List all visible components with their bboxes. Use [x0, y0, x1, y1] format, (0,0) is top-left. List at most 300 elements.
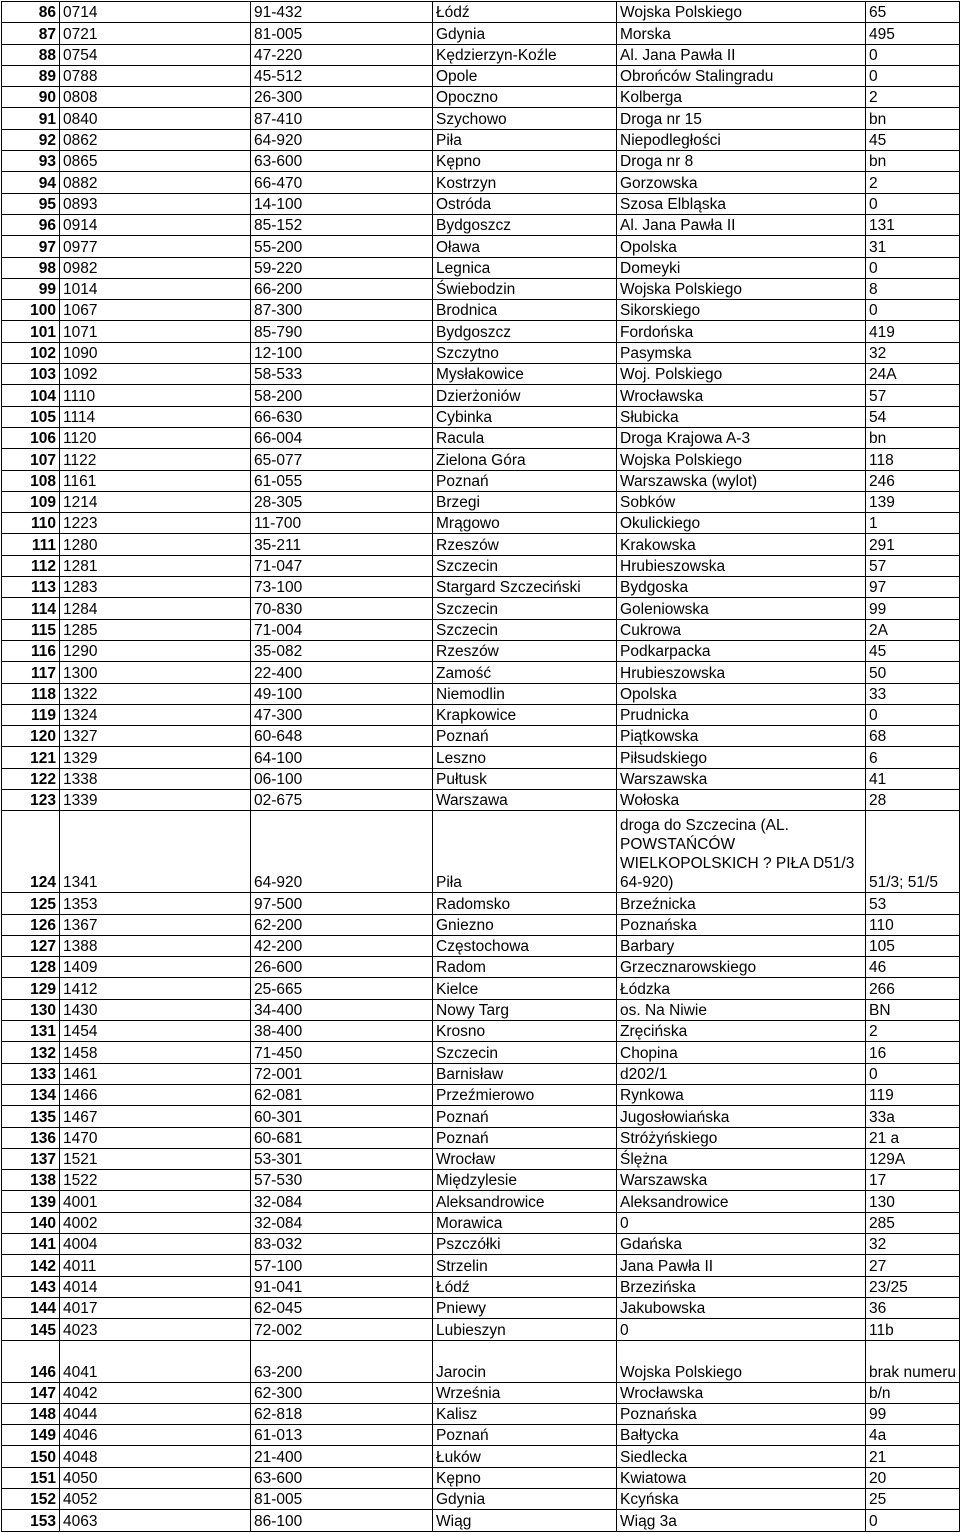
house-number-cell: 20 [866, 1467, 960, 1488]
city-cell: Kalisz [433, 1403, 617, 1424]
row-number-cell: 140 [2, 1212, 60, 1233]
row-number-cell: 122 [2, 768, 60, 789]
postal-code-cell: 87-410 [251, 108, 433, 129]
city-cell: Kostrzyn [433, 172, 617, 193]
postal-code-cell: 63-600 [251, 151, 433, 172]
house-number-cell: 21 a [866, 1127, 960, 1148]
row-number-cell: 116 [2, 640, 60, 661]
postal-code-cell: 66-004 [251, 427, 433, 448]
station-code-cell: 4050 [60, 1467, 251, 1488]
table-row [2, 1212, 960, 1233]
station-code-cell: 1327 [60, 726, 251, 747]
row-number-cell: 147 [2, 1382, 60, 1403]
station-code-cell: 1283 [60, 577, 251, 598]
station-code-cell: 1214 [60, 491, 251, 512]
table-row [2, 214, 960, 235]
street-cell: os. Na Niwie [617, 999, 866, 1020]
postal-code-cell: 62-300 [251, 1382, 433, 1403]
postal-code-cell: 61-013 [251, 1425, 433, 1446]
row-number-cell: 152 [2, 1489, 60, 1510]
house-number-cell: brak numeru [866, 1340, 960, 1382]
street-cell: Obrońców Stalingradu [617, 65, 866, 86]
station-code-cell: 0882 [60, 172, 251, 193]
house-number-cell: 2A [866, 619, 960, 640]
postal-code-cell: 49-100 [251, 683, 433, 704]
street-cell: Bydgoska [617, 577, 866, 598]
street-cell: Hrubieszowska [617, 662, 866, 683]
street-cell: Warszawska [617, 768, 866, 789]
row-number-cell: 115 [2, 619, 60, 640]
city-cell: Szychowo [433, 108, 617, 129]
table-row [2, 999, 960, 1020]
postal-code-cell: 62-081 [251, 1084, 433, 1105]
house-number-cell: 131 [866, 214, 960, 235]
street-cell: Kcyńska [617, 1489, 866, 1510]
station-code-cell: 1521 [60, 1148, 251, 1169]
postal-code-cell: 58-533 [251, 364, 433, 385]
row-number-cell: 107 [2, 449, 60, 470]
station-code-cell: 1223 [60, 513, 251, 534]
row-number-cell: 98 [2, 257, 60, 278]
table-row [2, 704, 960, 725]
row-number-cell: 94 [2, 172, 60, 193]
postal-code-cell: 34-400 [251, 999, 433, 1020]
street-cell: Barbary [617, 935, 866, 956]
city-cell: Leszno [433, 747, 617, 768]
house-number-cell: 8 [866, 278, 960, 299]
house-number-cell: 6 [866, 747, 960, 768]
station-code-cell: 1092 [60, 364, 251, 385]
row-number-cell: 148 [2, 1403, 60, 1424]
city-cell: Kępno [433, 1467, 617, 1488]
row-number-cell: 103 [2, 364, 60, 385]
house-number-cell: 65 [866, 2, 960, 23]
city-cell: Poznań [433, 1127, 617, 1148]
postal-code-cell: 02-675 [251, 789, 433, 810]
row-number-cell: 120 [2, 726, 60, 747]
station-code-cell: 1339 [60, 789, 251, 810]
house-number-cell: 36 [866, 1297, 960, 1318]
table-row [2, 236, 960, 257]
postal-code-cell: 62-818 [251, 1403, 433, 1424]
row-number-cell: 111 [2, 534, 60, 555]
house-number-cell: 110 [866, 914, 960, 935]
row-number-cell: 91 [2, 108, 60, 129]
table-row [2, 1297, 960, 1318]
table-row [2, 65, 960, 86]
postal-code-cell: 62-200 [251, 914, 433, 935]
street-cell: Poznańska [617, 914, 866, 935]
row-number-cell: 133 [2, 1063, 60, 1084]
city-cell: Oława [433, 236, 617, 257]
street-cell: Fordońska [617, 321, 866, 342]
city-cell: Mysłakowice [433, 364, 617, 385]
row-number-cell: 143 [2, 1276, 60, 1297]
station-code-cell: 0865 [60, 151, 251, 172]
table-row [2, 1170, 960, 1191]
city-cell: Szczecin [433, 555, 617, 576]
station-code-cell: 4017 [60, 1297, 251, 1318]
street-cell: Brzeźnicka [617, 893, 866, 914]
city-cell: Warszawa [433, 789, 617, 810]
house-number-cell: 2 [866, 87, 960, 108]
postal-code-cell: 72-002 [251, 1319, 433, 1340]
house-number-cell: 285 [866, 1212, 960, 1233]
street-cell: Opolska [617, 683, 866, 704]
station-code-cell: 1284 [60, 598, 251, 619]
row-number-cell: 142 [2, 1255, 60, 1276]
table-row [2, 1425, 960, 1446]
city-cell: Rzeszów [433, 640, 617, 661]
station-code-cell: 1430 [60, 999, 251, 1020]
street-cell: Woj. Polskiego [617, 364, 866, 385]
house-number-cell: 27 [866, 1255, 960, 1276]
postal-code-cell: 85-152 [251, 214, 433, 235]
station-code-cell: 4023 [60, 1319, 251, 1340]
station-code-cell: 4041 [60, 1340, 251, 1382]
house-number-cell: 99 [866, 598, 960, 619]
table-row [2, 1021, 960, 1042]
postal-code-cell: 65-077 [251, 449, 433, 470]
city-cell: Mrągowo [433, 513, 617, 534]
row-number-cell: 124 [2, 811, 60, 893]
street-cell: Sikorskiego [617, 300, 866, 321]
row-number-cell: 112 [2, 555, 60, 576]
postal-code-cell: 11-700 [251, 513, 433, 534]
house-number-cell: bn [866, 151, 960, 172]
row-number-cell: 89 [2, 65, 60, 86]
city-cell: Łuków [433, 1446, 617, 1467]
city-cell: Opoczno [433, 87, 617, 108]
postal-code-cell: 38-400 [251, 1021, 433, 1042]
postal-code-cell: 71-004 [251, 619, 433, 640]
row-number-cell: 104 [2, 385, 60, 406]
station-code-cell: 1280 [60, 534, 251, 555]
table-row [2, 1319, 960, 1340]
table-row [2, 978, 960, 999]
city-cell: Szczytno [433, 342, 617, 363]
station-code-cell: 0914 [60, 214, 251, 235]
table-row [2, 257, 960, 278]
station-code-cell: 1461 [60, 1063, 251, 1084]
city-cell: Zamość [433, 662, 617, 683]
house-number-cell: 246 [866, 470, 960, 491]
station-code-cell: 1458 [60, 1042, 251, 1063]
station-code-cell: 1367 [60, 914, 251, 935]
table-row [2, 1489, 960, 1510]
street-cell: Bałtycka [617, 1425, 866, 1446]
table-row [2, 1276, 960, 1297]
city-cell: Opole [433, 65, 617, 86]
table-row [2, 555, 960, 576]
city-cell: Poznań [433, 726, 617, 747]
house-number-cell: 0 [866, 257, 960, 278]
street-cell: Okulickiego [617, 513, 866, 534]
table-row [2, 1467, 960, 1488]
house-number-cell: 1 [866, 513, 960, 534]
station-code-cell: 1120 [60, 427, 251, 448]
table-row [2, 893, 960, 914]
table-row [2, 935, 960, 956]
house-number-cell: 4a [866, 1425, 960, 1446]
house-number-cell: 0 [866, 65, 960, 86]
row-number-cell: 125 [2, 893, 60, 914]
house-number-cell: 0 [866, 44, 960, 65]
city-cell: Ostróda [433, 193, 617, 214]
street-cell: Domeyki [617, 257, 866, 278]
table-row [2, 385, 960, 406]
postal-code-cell: 72-001 [251, 1063, 433, 1084]
row-number-cell: 119 [2, 704, 60, 725]
row-number-cell: 86 [2, 2, 60, 23]
house-number-cell: 291 [866, 534, 960, 555]
city-cell: Łódź [433, 1276, 617, 1297]
postal-code-cell: 62-045 [251, 1297, 433, 1318]
house-number-cell: 118 [866, 449, 960, 470]
house-number-cell: 33a [866, 1106, 960, 1127]
table-row [2, 513, 960, 534]
row-number-cell: 113 [2, 577, 60, 598]
city-cell: Pułtusk [433, 768, 617, 789]
row-number-cell: 100 [2, 300, 60, 321]
station-code-cell: 1285 [60, 619, 251, 640]
table-row [2, 1510, 960, 1531]
house-number-cell: 119 [866, 1084, 960, 1105]
street-cell: Kwiatowa [617, 1467, 866, 1488]
city-cell: Poznań [433, 1106, 617, 1127]
row-number-cell: 137 [2, 1148, 60, 1169]
street-cell: Warszawska [617, 1170, 866, 1191]
station-code-cell: 4048 [60, 1446, 251, 1467]
street-cell: Wojska Polskiego [617, 449, 866, 470]
stations-table [1, 1, 960, 1532]
city-cell: Niemodlin [433, 683, 617, 704]
street-cell: 0 [617, 1319, 866, 1340]
row-number-cell: 87 [2, 23, 60, 44]
street-cell: Hrubieszowska [617, 555, 866, 576]
city-cell: Rzeszów [433, 534, 617, 555]
house-number-cell: 28 [866, 789, 960, 810]
row-number-cell: 88 [2, 44, 60, 65]
postal-code-cell: 87-300 [251, 300, 433, 321]
row-number-cell: 131 [2, 1021, 60, 1042]
station-code-cell: 1110 [60, 385, 251, 406]
street-cell: Wojska Polskiego [617, 278, 866, 299]
table-row [2, 364, 960, 385]
street-cell: Droga nr 8 [617, 151, 866, 172]
row-number-cell: 126 [2, 914, 60, 935]
row-number-cell: 121 [2, 747, 60, 768]
postal-code-cell: 91-041 [251, 1276, 433, 1297]
postal-code-cell: 71-047 [251, 555, 433, 576]
house-number-cell: 99 [866, 1403, 960, 1424]
street-cell: Wołoska [617, 789, 866, 810]
street-cell: Wiąg 3a [617, 1510, 866, 1531]
city-cell: Gdynia [433, 23, 617, 44]
table-row [2, 427, 960, 448]
postal-code-cell: 53-301 [251, 1148, 433, 1169]
city-cell: Stargard Szczeciński [433, 577, 617, 598]
city-cell: Aleksandrowice [433, 1191, 617, 1212]
table-row [2, 342, 960, 363]
postal-code-cell: 45-512 [251, 65, 433, 86]
postal-code-cell: 63-600 [251, 1467, 433, 1488]
street-cell: Al. Jana Pawła II [617, 44, 866, 65]
street-cell: Droga nr 15 [617, 108, 866, 129]
row-number-cell: 151 [2, 1467, 60, 1488]
postal-code-cell: 28-305 [251, 491, 433, 512]
postal-code-cell: 60-681 [251, 1127, 433, 1148]
street-cell: Wojska Polskiego [617, 1340, 866, 1382]
postal-code-cell: 47-220 [251, 44, 433, 65]
table-row [2, 1106, 960, 1127]
table-row [2, 768, 960, 789]
house-number-cell: 0 [866, 1063, 960, 1084]
street-cell: Szosa Elbląska [617, 193, 866, 214]
postal-code-cell: 83-032 [251, 1234, 433, 1255]
table-row [2, 129, 960, 150]
street-cell: Łódzka [617, 978, 866, 999]
row-number-cell: 102 [2, 342, 60, 363]
table-row [2, 491, 960, 512]
row-number-cell: 117 [2, 662, 60, 683]
street-cell: Wrocławska [617, 385, 866, 406]
table-row [2, 1403, 960, 1424]
house-number-cell: 24A [866, 364, 960, 385]
street-cell: d202/1 [617, 1063, 866, 1084]
table-row [2, 172, 960, 193]
station-code-cell: 1522 [60, 1170, 251, 1191]
postal-code-cell: 35-082 [251, 640, 433, 661]
street-cell: Pasymska [617, 342, 866, 363]
station-code-cell: 1353 [60, 893, 251, 914]
street-cell: Droga Krajowa A-3 [617, 427, 866, 448]
house-number-cell: 45 [866, 640, 960, 661]
city-cell: Wiąg [433, 1510, 617, 1531]
street-cell: Piłsudskiego [617, 747, 866, 768]
postal-code-cell: 64-920 [251, 811, 433, 893]
row-number-cell: 108 [2, 470, 60, 491]
street-cell: Siedlecka [617, 1446, 866, 1467]
city-cell: Legnica [433, 257, 617, 278]
table-row [2, 1063, 960, 1084]
house-number-cell: bn [866, 108, 960, 129]
table-row [2, 300, 960, 321]
station-code-cell: 1071 [60, 321, 251, 342]
table-row [2, 640, 960, 661]
city-cell: Brzegi [433, 491, 617, 512]
table-row [2, 1127, 960, 1148]
row-number-cell: 90 [2, 87, 60, 108]
table-row [2, 957, 960, 978]
station-code-cell: 1122 [60, 449, 251, 470]
street-cell: Piątkowska [617, 726, 866, 747]
street-cell: Sobków [617, 491, 866, 512]
station-code-cell: 1470 [60, 1127, 251, 1148]
table-row [2, 619, 960, 640]
house-number-cell: 105 [866, 935, 960, 956]
row-number-cell: 149 [2, 1425, 60, 1446]
table-row [2, 23, 960, 44]
station-code-cell: 0982 [60, 257, 251, 278]
table-row [2, 726, 960, 747]
station-code-cell: 1014 [60, 278, 251, 299]
house-number-cell: 130 [866, 1191, 960, 1212]
house-number-cell: 2 [866, 172, 960, 193]
postal-code-cell: 85-790 [251, 321, 433, 342]
city-cell: Bydgoszcz [433, 214, 617, 235]
street-cell: Jugosłowiańska [617, 1106, 866, 1127]
postal-code-cell: 91-432 [251, 2, 433, 23]
house-number-cell: 51/3; 51/5 [866, 811, 960, 893]
row-number-cell: 118 [2, 683, 60, 704]
row-number-cell: 128 [2, 957, 60, 978]
station-code-cell: 1412 [60, 978, 251, 999]
house-number-cell: 57 [866, 555, 960, 576]
street-cell: Gdańska [617, 1234, 866, 1255]
station-code-cell: 1322 [60, 683, 251, 704]
table-row [2, 1042, 960, 1063]
house-number-cell: bn [866, 427, 960, 448]
station-code-cell: 1388 [60, 935, 251, 956]
row-number-cell: 136 [2, 1127, 60, 1148]
station-code-cell: 4052 [60, 1489, 251, 1510]
house-number-cell: 50 [866, 662, 960, 683]
row-number-cell: 138 [2, 1170, 60, 1191]
table-row [2, 534, 960, 555]
row-number-cell: 139 [2, 1191, 60, 1212]
house-number-cell: 53 [866, 893, 960, 914]
city-cell: Strzelin [433, 1255, 617, 1276]
postal-code-cell: 64-920 [251, 129, 433, 150]
station-code-cell: 4046 [60, 1425, 251, 1446]
row-number-cell: 93 [2, 151, 60, 172]
station-code-cell: 1467 [60, 1106, 251, 1127]
station-code-cell: 1324 [60, 704, 251, 725]
station-code-cell: 1300 [60, 662, 251, 683]
table-row [2, 2, 960, 23]
city-cell: Kępno [433, 151, 617, 172]
postal-code-cell: 63-200 [251, 1340, 433, 1382]
table-row [2, 662, 960, 683]
postal-code-cell: 42-200 [251, 935, 433, 956]
table-row [2, 811, 960, 893]
city-cell: Kielce [433, 978, 617, 999]
station-code-cell: 1090 [60, 342, 251, 363]
city-cell: Łódź [433, 2, 617, 23]
postal-code-cell: 55-200 [251, 236, 433, 257]
city-cell: Częstochowa [433, 935, 617, 956]
house-number-cell: 419 [866, 321, 960, 342]
city-cell: Kędzierzyn-Koźle [433, 44, 617, 65]
table-row [2, 1382, 960, 1403]
postal-code-cell: 22-400 [251, 662, 433, 683]
row-number-cell: 114 [2, 598, 60, 619]
street-cell: Rynkowa [617, 1084, 866, 1105]
row-number-cell: 141 [2, 1234, 60, 1255]
postal-code-cell: 81-005 [251, 23, 433, 44]
street-cell: Krakowska [617, 534, 866, 555]
city-cell: Lubieszyn [433, 1319, 617, 1340]
street-cell: Jana Pawła II [617, 1255, 866, 1276]
house-number-cell: 45 [866, 129, 960, 150]
postal-code-cell: 32-084 [251, 1191, 433, 1212]
city-cell: Poznań [433, 470, 617, 491]
postal-code-cell: 59-220 [251, 257, 433, 278]
house-number-cell: 0 [866, 300, 960, 321]
city-cell: Krapkowice [433, 704, 617, 725]
row-number-cell: 135 [2, 1106, 60, 1127]
